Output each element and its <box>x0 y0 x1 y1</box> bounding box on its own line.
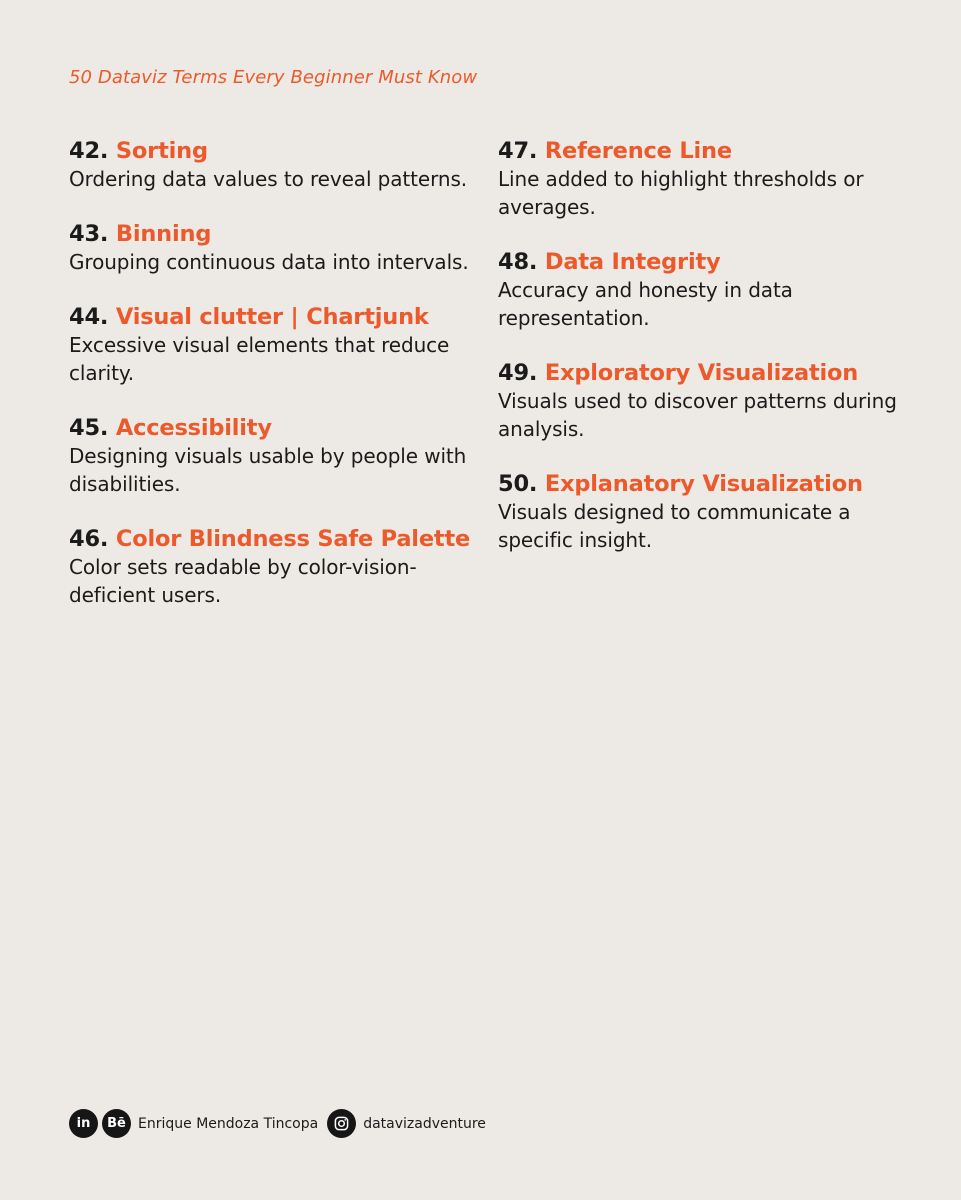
term-item <box>498 248 918 332</box>
behance-icon[interactable] <box>102 1109 131 1138</box>
term-title <box>498 359 918 387</box>
behance-glyph: Bē <box>107 1116 126 1131</box>
term-description: Accuracy and honesty in data representation. <box>498 278 793 330</box>
term-title <box>498 248 918 276</box>
term-description: Ordering data values to reveal patterns. <box>69 167 468 191</box>
term-item <box>498 470 918 554</box>
term-number: 50. <box>498 471 538 497</box>
term-number: 44. <box>69 304 109 330</box>
term-description: Visuals designed to communicate a specific insight. <box>498 500 851 552</box>
instagram-handle: datavizadventure <box>363 1115 486 1132</box>
term-number: 49. <box>498 360 538 386</box>
term-number: 48. <box>498 249 538 275</box>
terms-column-left <box>69 137 489 636</box>
term-description: Line added to highlight thresholds or averages. <box>498 167 864 219</box>
term-title <box>69 220 489 248</box>
instagram-glyph <box>334 1116 349 1131</box>
term-title <box>498 470 918 498</box>
linkedin-glyph: in <box>76 1116 91 1131</box>
term-item <box>69 137 489 193</box>
term-name: Visual clutter | Chartjunk <box>115 304 429 330</box>
terms-column-right <box>498 137 918 581</box>
term-description: Excessive visual elements that reduce clarity. <box>69 333 450 385</box>
term-item <box>498 137 918 221</box>
footer <box>69 1109 486 1138</box>
term-description: Color sets readable by color-vision-deficient users. <box>69 555 417 607</box>
term-title <box>498 137 918 165</box>
term-number: 42. <box>69 138 109 164</box>
instagram-icon[interactable] <box>327 1109 356 1138</box>
term-number: 47. <box>498 138 538 164</box>
term-number: 43. <box>69 221 109 247</box>
term-description: Visuals used to discover patterns during analysis. <box>498 389 897 441</box>
term-title <box>69 525 489 553</box>
author-name: Enrique Mendoza Tincopa <box>138 1115 319 1132</box>
term-name: Binning <box>115 221 212 247</box>
term-name: Data Integrity <box>544 249 721 275</box>
term-item <box>69 220 489 276</box>
term-item <box>498 359 918 443</box>
term-name: Color Blindness Safe Palette <box>115 526 471 552</box>
term-name: Accessibility <box>115 415 272 441</box>
term-item <box>69 414 489 498</box>
term-name: Reference Line <box>544 138 732 164</box>
term-number: 46. <box>69 526 109 552</box>
term-description: Grouping continuous data into intervals. <box>69 250 469 274</box>
term-item <box>69 303 489 387</box>
linkedin-icon[interactable] <box>69 1109 98 1138</box>
term-item <box>69 525 489 609</box>
term-name: Explanatory Visualization <box>544 471 863 497</box>
term-name: Sorting <box>115 138 208 164</box>
term-number: 45. <box>69 415 109 441</box>
term-name: Exploratory Visualization <box>544 360 859 386</box>
page-subtitle: 50 Dataviz Terms Every Beginner Must Know <box>69 67 478 88</box>
term-title <box>69 137 489 165</box>
term-title <box>69 414 489 442</box>
term-description: Designing visuals usable by people with disabilities. <box>69 444 467 496</box>
term-title <box>69 303 489 331</box>
